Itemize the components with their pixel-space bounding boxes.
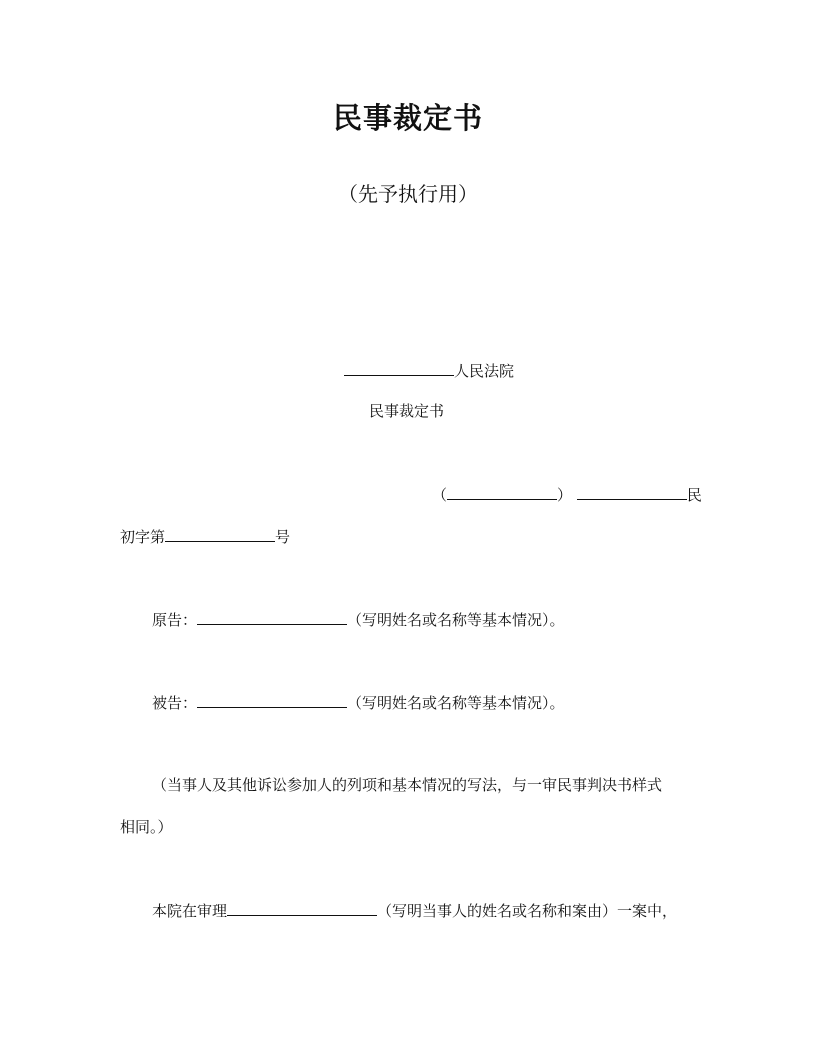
defendant-label: 被告： [152,694,198,712]
case-number-line-2 [120,526,290,547]
trial-note: （写明当事人的姓名或名称和案由）一案中， [377,902,678,920]
case-line2-suffix: 号 [275,528,291,546]
ruling-heading: 民事裁定书 [369,402,445,420]
defendant-line [152,692,565,713]
case-open-paren: （ [432,486,448,504]
document-title: 民事裁定书 [332,101,483,135]
parties-note-line-1: （当事人及其他诉讼参加人的列项和基本情况的写法，与一审民事判决书样式 [152,776,663,794]
trial-prefix: 本院在审理 [152,902,228,920]
case-year-blank [447,484,557,500]
plaintiff-line [152,609,565,630]
parties-note-line-2: 相同。） [120,818,173,836]
court-suffix: 人民法院 [454,362,515,380]
case-number-line [432,484,702,505]
case-close-paren: ） [557,486,573,504]
document-subtitle: （先予执行用） [338,182,478,206]
case-min-label: 民 [686,486,702,504]
defendant-note: （写明姓名或名称等基本情况）。 [347,694,565,712]
defendant-blank [197,692,347,708]
plaintiff-note: （写明姓名或名称等基本情况）。 [347,611,565,629]
court-name-line [344,360,514,381]
court-name-blank [344,360,454,376]
plaintiff-label: 原告： [152,611,198,629]
trial-case-blank [227,900,377,916]
case-line2-prefix: 初字第 [120,528,166,546]
plaintiff-blank [197,609,347,625]
case-court-code-blank [577,484,687,500]
trial-line [152,900,677,921]
case-serial-blank [165,526,275,542]
